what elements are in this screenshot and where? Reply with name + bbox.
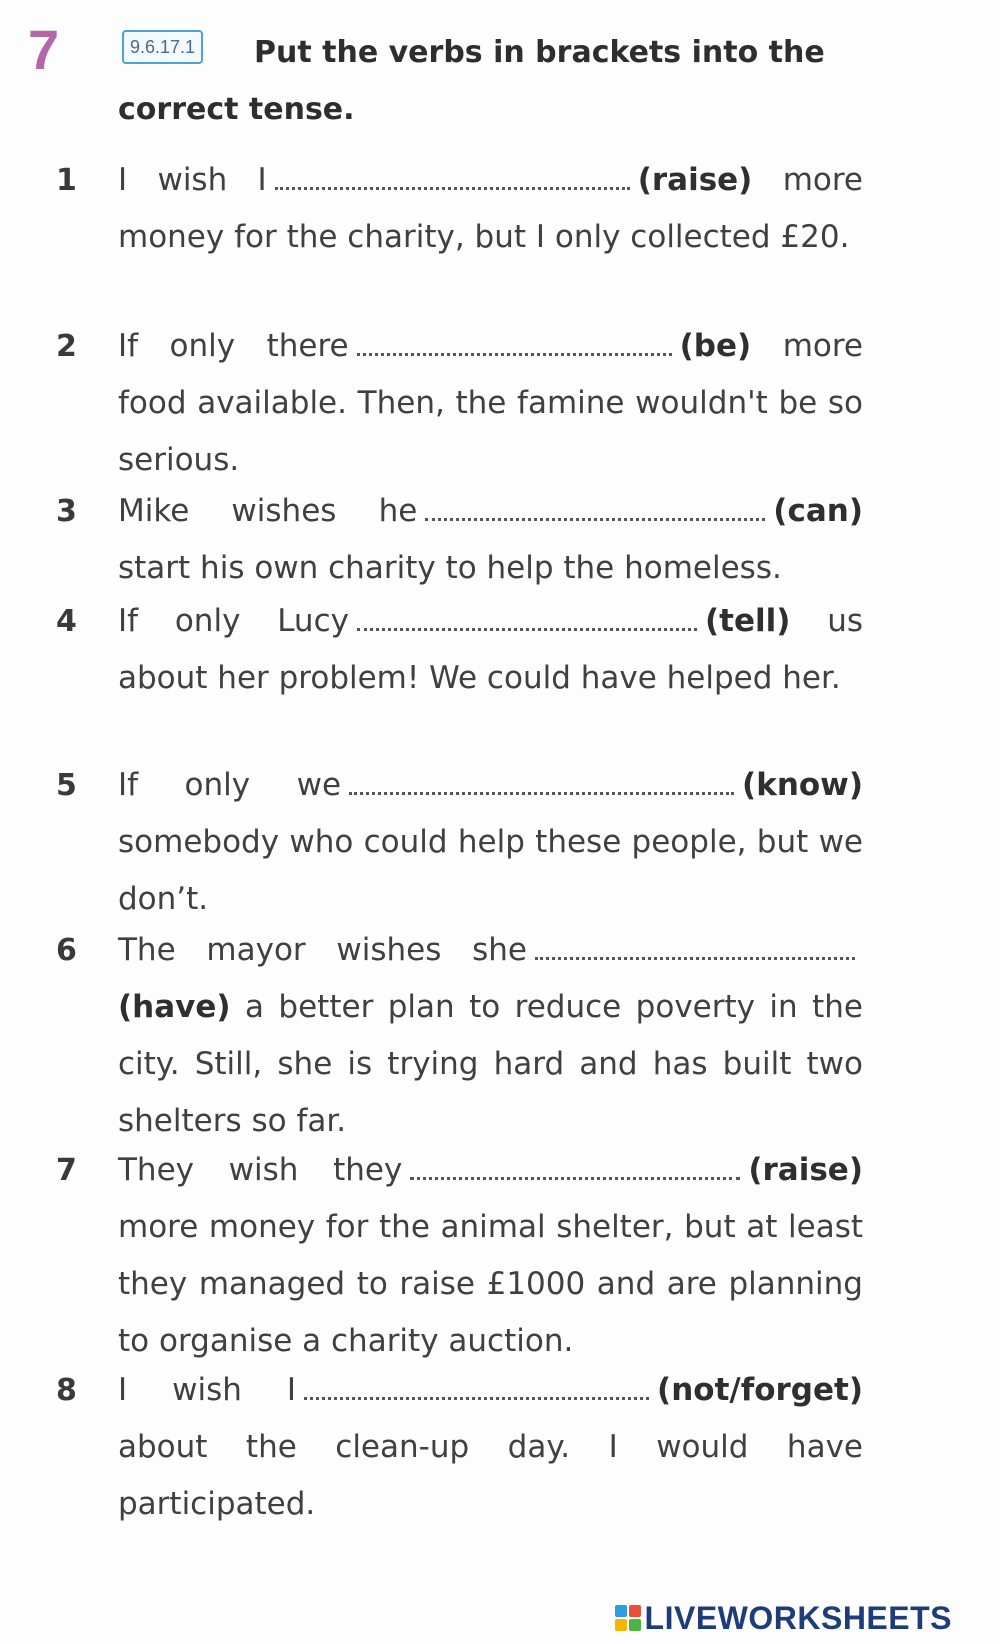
answer-gap[interactable] [535, 933, 855, 960]
item-number: 3 [56, 494, 77, 529]
sentence-end: start his own charity to help the homeless. [118, 550, 782, 586]
logo-text: LIVEWORKSHEETS [644, 1599, 952, 1636]
verb-hint: (raise) [637, 162, 753, 198]
item-sentence [118, 1142, 863, 1370]
item-sentence [118, 593, 863, 707]
verb-hint: (not/forget) [657, 1372, 863, 1408]
sentence-start: If only there [118, 328, 349, 364]
sentence-start: They wish they [118, 1152, 403, 1188]
item-number: 7 [56, 1153, 77, 1188]
verb-hint: (tell) [704, 603, 791, 639]
item-sentence [118, 757, 863, 928]
answer-gap[interactable] [410, 1153, 740, 1180]
exercise-instruction: Put the verbs in brackets into the correct tense. [118, 35, 825, 127]
answer-gap[interactable] [357, 329, 672, 356]
sentence-end: more money for the charity, but I only collected £20. [118, 162, 863, 255]
answer-gap[interactable] [425, 494, 765, 521]
item-number: 4 [56, 604, 77, 639]
sentence-end: more food available. Then, the famine wouldn't be so serious. [118, 328, 863, 478]
verb-hint: (can) [773, 493, 863, 529]
verb-hint: (be) [679, 328, 752, 364]
item-sentence [118, 1362, 863, 1533]
verb-hint: (have) [118, 989, 231, 1025]
item-number: 6 [56, 933, 77, 968]
logo-grid-icon [615, 1605, 641, 1631]
curriculum-reference-badge: 9.6.17.1 [122, 30, 203, 64]
exercise-number: 7 [28, 18, 60, 81]
sentence-start: The mayor wishes she [118, 932, 527, 968]
item-number: 8 [56, 1373, 77, 1408]
item-sentence [118, 483, 863, 597]
sentence-start: If only we [118, 767, 342, 803]
item-number: 5 [56, 768, 77, 803]
item-sentence [118, 318, 863, 489]
sentence-end: us about her problem! We could have helped her. [118, 603, 863, 696]
sentence-end: a better plan to reduce poverty in the city. Still, she is trying hard and has built two shelters so far. [118, 989, 863, 1139]
sentence-start: Mike wishes he [118, 493, 418, 529]
verb-hint: (know) [742, 767, 863, 803]
item-number: 2 [56, 329, 77, 364]
answer-gap[interactable] [304, 1373, 649, 1400]
answer-gap[interactable] [357, 604, 697, 631]
item-sentence [118, 152, 863, 266]
sentence-end: somebody who could help these people, but we don’t. [118, 824, 863, 917]
item-number: 1 [56, 163, 77, 198]
sentence-end: about the clean-up day. I would have participated. [118, 1429, 863, 1522]
answer-gap[interactable] [275, 163, 630, 190]
sentence-start: I wish I [118, 162, 267, 198]
answer-gap[interactable] [349, 768, 734, 795]
sentence-start: I wish I [118, 1372, 297, 1408]
verb-hint: (raise) [748, 1152, 863, 1188]
item-sentence [118, 922, 863, 1150]
liveworksheets-logo [615, 1598, 952, 1638]
sentence-start: If only Lucy [118, 603, 349, 639]
sentence-end: more money for the animal shelter, but at least they managed to raise £1000 and are planning to organise a charity auction. [118, 1209, 863, 1359]
